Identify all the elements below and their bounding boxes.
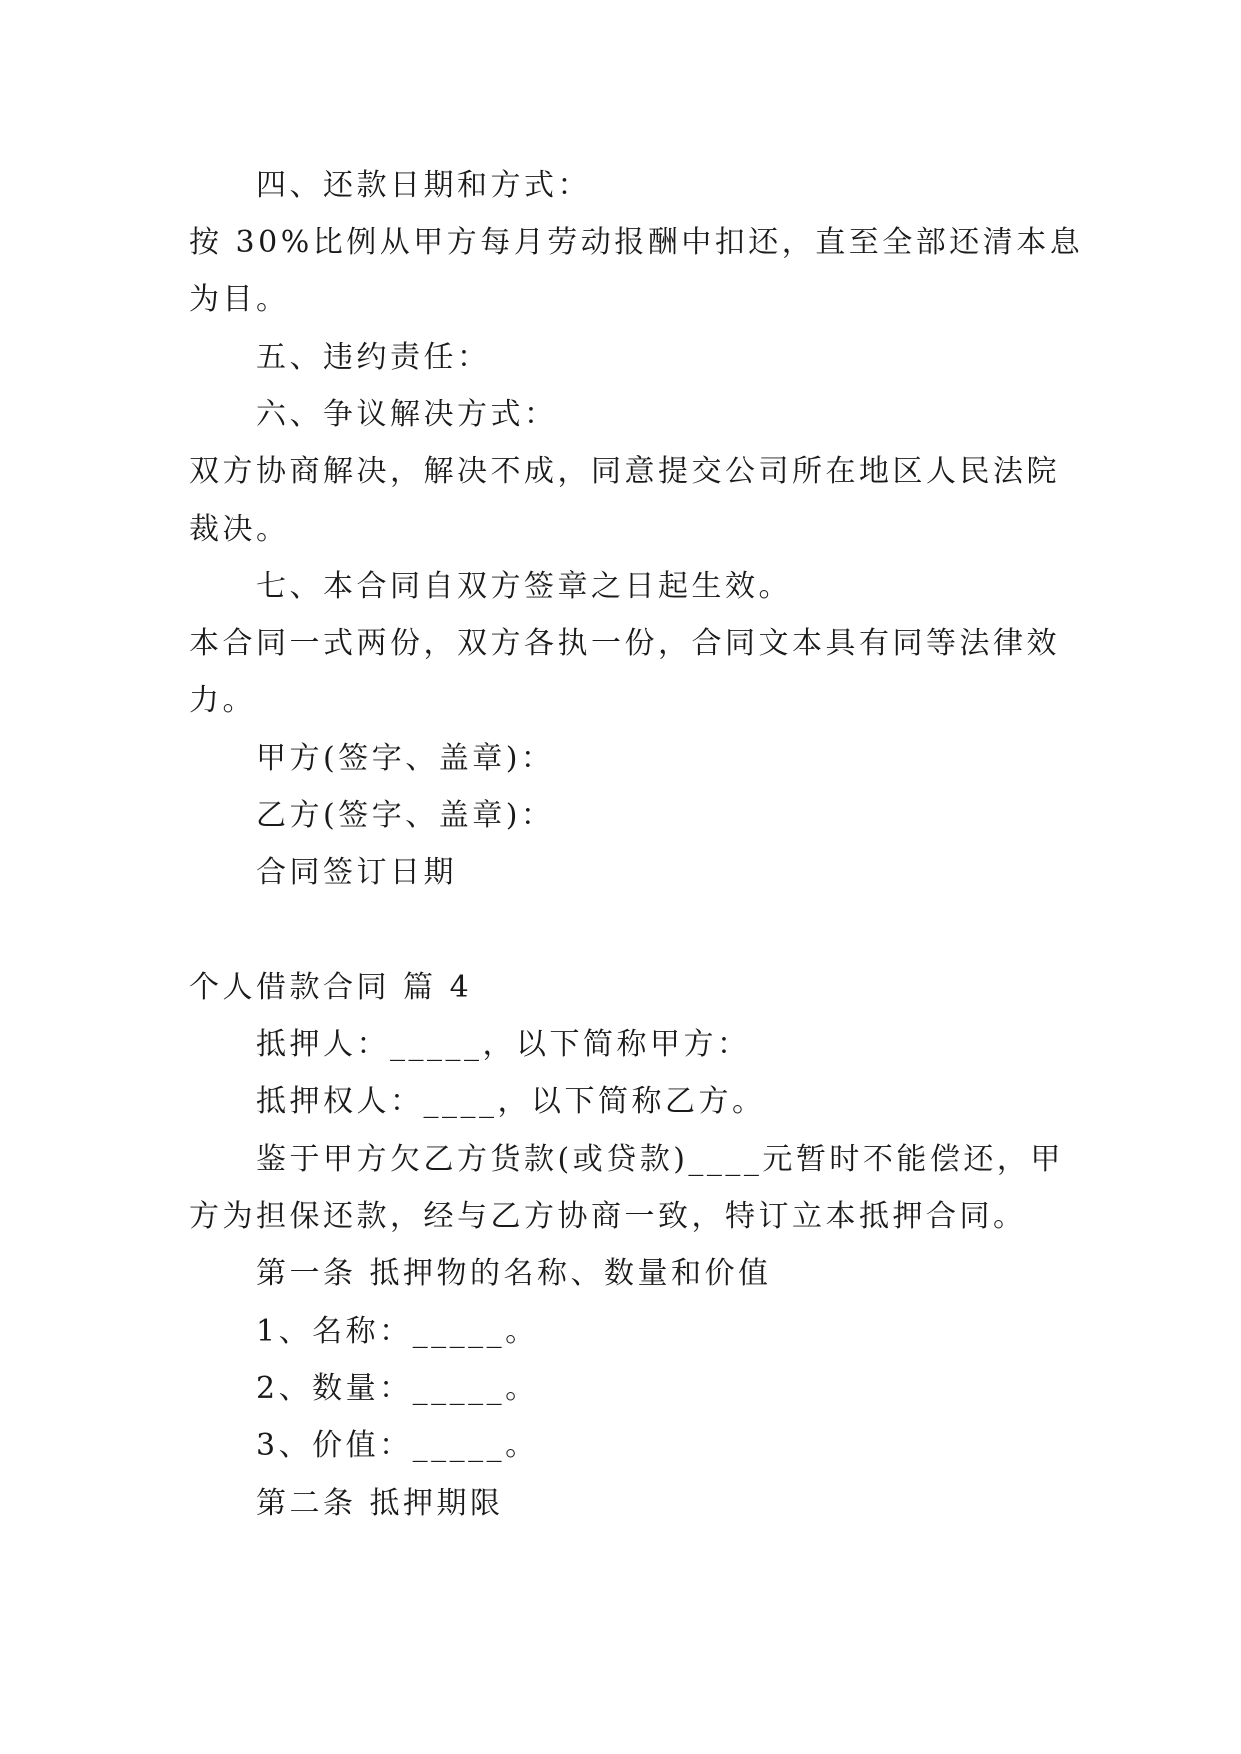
section-6-heading: 六、争议解决方式： bbox=[256, 397, 558, 432]
article-1-heading: 第一条 抵押物的名称、数量和价值 bbox=[256, 1256, 772, 1291]
section-5-heading: 五、违约责任： bbox=[256, 340, 491, 375]
copies-text-line-1: 本合同一式两份，双方各执一份，合同文本具有同等法律效 bbox=[189, 626, 1060, 661]
item-quantity: 2、数量：_____。 bbox=[256, 1371, 539, 1406]
item-value: 3、价值：_____。 bbox=[256, 1428, 539, 1463]
repayment-text-line-2: 为目。 bbox=[189, 282, 290, 317]
copies-text-line-2: 力。 bbox=[189, 683, 256, 718]
section-title: 个人借款合同 篇 4 bbox=[189, 970, 473, 1005]
section-4-heading: 四、还款日期和方式： bbox=[256, 168, 591, 203]
section-7-heading: 七、本合同自双方签章之日起生效。 bbox=[256, 569, 792, 604]
dispute-text-line-1: 双方协商解决，解决不成，同意提交公司所在地区人民法院 bbox=[189, 454, 1060, 489]
preamble-line-2: 方为担保还款，经与乙方协商一致，特订立本抵押合同。 bbox=[189, 1199, 1027, 1234]
mortgagee-line: 抵押权人：____，以下简称乙方。 bbox=[256, 1084, 766, 1119]
item-name: 1、名称：_____。 bbox=[256, 1314, 539, 1349]
party-b-signature: 乙方(签字、盖章)： bbox=[256, 798, 555, 833]
preamble-line-1: 鉴于甲方欠乙方货款(或贷款)____元暂时不能偿还，甲 bbox=[256, 1142, 1064, 1177]
article-2-heading: 第二条 抵押期限 bbox=[256, 1486, 504, 1521]
signing-date: 合同签订日期 bbox=[256, 855, 457, 890]
dispute-text-line-2: 裁决。 bbox=[189, 512, 290, 547]
mortgagor-line: 抵押人：_____，以下简称甲方： bbox=[256, 1027, 751, 1062]
party-a-signature: 甲方(签字、盖章)： bbox=[256, 741, 555, 776]
repayment-text-line-1: 按 30%比例从甲方每月劳动报酬中扣还，直至全部还清本息 bbox=[189, 225, 1084, 260]
